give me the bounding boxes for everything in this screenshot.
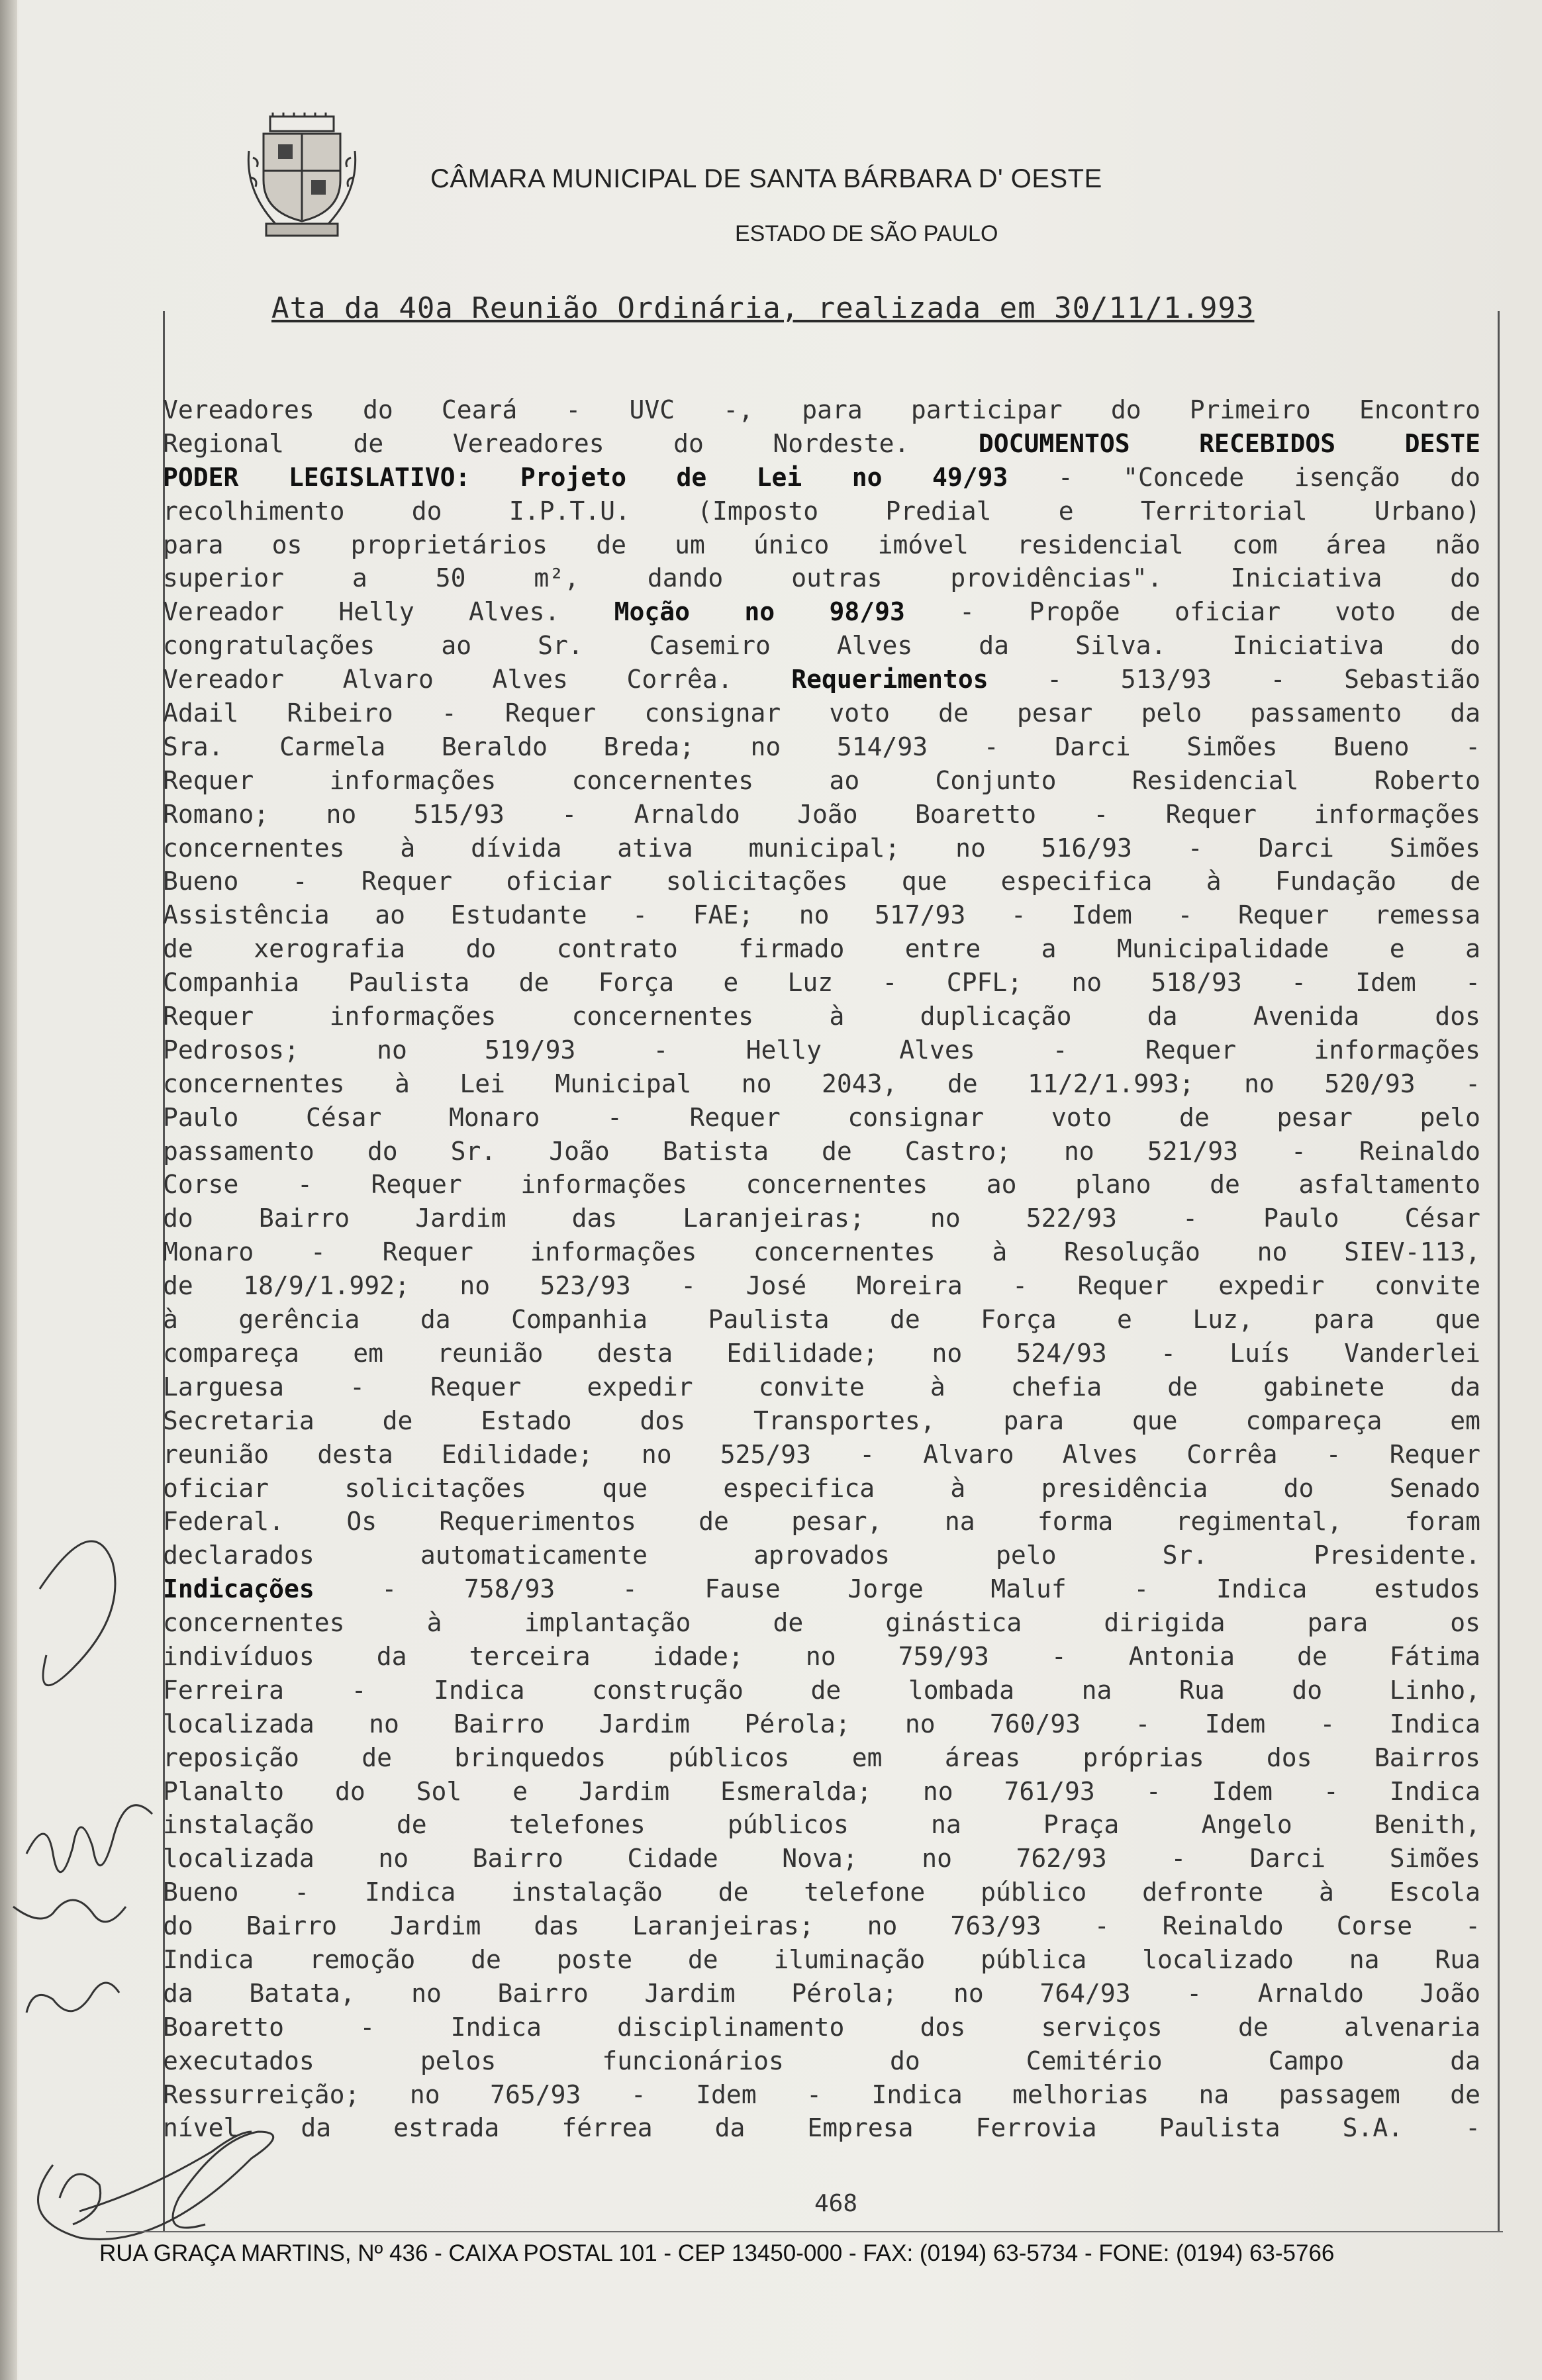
text-segment: congratulações ao Sr. Casemiro Alves da Silva. Iniciativa do: [163, 631, 1480, 661]
text-line: [163, 832, 1480, 865]
handwritten-signatures: [0, 1351, 410, 2277]
institution-name: CÂMARA MUNICIPAL DE SANTA BÁRBARA D' OESTE: [430, 164, 1102, 193]
text-line: [163, 393, 1480, 427]
text-segment: Assistência ao Estudante - FAE; no 517/93 - Idem - Requer remessa: [163, 900, 1480, 930]
text-segment: Vereador Helly Alves.: [163, 597, 614, 627]
text-segment: localizada no Bairro Cidade Nova; no 762/93 - Darci Simões: [163, 1844, 1480, 1874]
text-segment: Monaro - Requer informações concernentes à Resolução no SIEV-113,: [163, 1237, 1480, 1267]
text-line: [163, 966, 1480, 1000]
text-segment: Secretaria de Estado dos Transportes, para que compareça em: [163, 1405, 1480, 1435]
text-line: [163, 1303, 1480, 1337]
text-segment: Corse - Requer informações concernentes ao plano de asfaltamento: [163, 1170, 1480, 1200]
text-segment: compareça em reunião desta Edilidade; no 524/93 - Luís Vanderlei: [163, 1338, 1480, 1368]
text-line: [163, 798, 1480, 832]
text-segment: reunião desta Edilidade; no 525/93 - Alvaro Alves Corrêa - Requer: [163, 1439, 1480, 1469]
text-segment: reposição de brinquedos públicos em áreas próprias dos Bairros: [163, 1742, 1480, 1772]
text-line: [163, 764, 1480, 798]
text-line: [163, 663, 1480, 696]
text-line: [163, 1235, 1480, 1269]
text-segment: da Batata, no Bairro Jardim Pérola; no 764/93 - Arnaldo João: [163, 1978, 1480, 2008]
text-segment: Bueno - Requer oficiar solicitações que especifica à Fundação de: [163, 867, 1480, 896]
text-line: [163, 1000, 1480, 1033]
text-segment: à gerência da Companhia Paulista de Força e Luz, para que: [163, 1305, 1480, 1335]
bold-heading-segment: DOCUMENTOS RECEBIDOS DESTE: [978, 428, 1481, 458]
text-line: [163, 1101, 1480, 1135]
text-segment: Planalto do Sol e Jardim Esmeralda; no 761/93 - Idem - Indica: [163, 1776, 1480, 1806]
text-line: [163, 932, 1480, 966]
text-segment: - "Concede isenção do: [1008, 462, 1480, 492]
text-line: [163, 730, 1480, 764]
text-segment: - 513/93 - Sebastião: [988, 665, 1481, 694]
bold-heading-segment: Indicações: [163, 1574, 314, 1604]
text-segment: Vereador Alvaro Alves Corrêa.: [163, 665, 792, 694]
text-segment: Requer informações concernentes à duplicação da Avenida dos: [163, 1002, 1480, 1031]
footer-rule: [106, 2231, 1503, 2232]
text-segment: concernentes à dívida ativa municipal; no 516/93 - Darci Simões: [163, 833, 1480, 863]
text-segment: Boaretto - Indica disciplinamento dos serviços de alvenaria: [163, 2012, 1480, 2042]
text-segment: indivíduos da terceira idade; no 759/93 - Antonia de Fátima: [163, 1641, 1480, 1671]
minutes-title: Ata da 40a Reunião Ordinária, realizada em 30/11/1.993: [271, 291, 1255, 325]
state-name: ESTADO DE SÃO PAULO: [735, 221, 998, 246]
text-line: [163, 696, 1480, 730]
text-segment: Bueno - Indica instalação de telefone público defronte à Escola: [163, 1878, 1480, 1907]
text-segment: localizada no Bairro Jardim Pérola; no 760/93 - Idem - Indica: [163, 1709, 1480, 1738]
text-line: [163, 865, 1480, 898]
text-segment: para os proprietários de um único imóvel residencial com área não: [163, 530, 1480, 559]
text-segment: nível da estrada férrea da Empresa Ferrovia Paulista S.A. -: [163, 2113, 1480, 2143]
text-segment: Ressurreição; no 765/93 - Idem - Indica melhorias na passagem de: [163, 2079, 1480, 2109]
footer-address: RUA GRAÇA MARTINS, Nº 436 - CAIXA POSTAL 101 - CEP 13450-000 - FAX: (0194) 63-5734 - FONE: (0194) 63-5766: [99, 2240, 1335, 2266]
text-segment: Requer informações concernentes ao Conjunto Residencial Roberto: [163, 765, 1480, 795]
text-segment: instalação de telefones públicos na Praça Angelo Benith,: [163, 1810, 1480, 1840]
text-line: [163, 629, 1480, 663]
text-segment: Regional de Vereadores do Nordeste.: [163, 428, 979, 458]
text-line: [163, 1168, 1480, 1202]
text-segment: Vereadores do Ceará - UVC -, para participar do Primeiro Encontro: [163, 395, 1480, 424]
text-line: [163, 495, 1480, 528]
text-segment: Indica remoção de poste de iluminação pública localizado na Rua: [163, 1944, 1480, 1974]
text-segment: Paulo César Monaro - Requer consignar voto de pesar pelo: [163, 1102, 1480, 1132]
text-segment: Federal. Os Requerimentos de pesar, na forma regimental, foram: [163, 1507, 1480, 1537]
text-line: [163, 427, 1480, 461]
text-line: [163, 595, 1480, 629]
text-line: [163, 1033, 1480, 1067]
text-segment: declarados automaticamente aprovados pelo Sr. Presidente.: [163, 1541, 1480, 1570]
text-segment: Companhia Paulista de Força e Luz - CPFL; no 518/93 - Idem -: [163, 968, 1480, 998]
text-segment: Ferreira - Indica construção de lombada na Rua do Linho,: [163, 1675, 1480, 1705]
municipal-crest-icon: [244, 111, 360, 244]
text-segment: - 758/93 - Fause Jorge Maluf - Indica estudos: [314, 1574, 1480, 1604]
bold-heading-segment: Requerimentos: [791, 665, 988, 694]
text-segment: Larguesa - Requer expedir convite à chefia de gabinete da: [163, 1372, 1480, 1402]
text-line: [163, 561, 1480, 595]
text-segment: do Bairro Jardim das Laranjeiras; no 522/93 - Paulo César: [163, 1204, 1480, 1233]
text-segment: do Bairro Jardim das Laranjeiras; no 763/93 - Reinaldo Corse -: [163, 1911, 1480, 1941]
text-line: [163, 461, 1480, 495]
text-segment: de 18/9/1.992; no 523/93 - José Moreira - Requer expedir convite: [163, 1271, 1480, 1301]
text-segment: concernentes à implantação de ginástica dirigida para os: [163, 1608, 1480, 1638]
text-segment: - Propõe oficiar voto de: [904, 597, 1481, 627]
text-line: [163, 1269, 1480, 1303]
text-segment: Adail Ribeiro - Requer consignar voto de pesar pelo passamento da: [163, 698, 1480, 728]
text-segment: de xerografia do contrato firmado entre a Municipalidade e a: [163, 934, 1480, 964]
bold-heading-segment: Moção no 98/93: [614, 597, 905, 627]
text-segment: oficiar solicitações que especifica à presidência do Senado: [163, 1473, 1480, 1503]
text-line: [163, 1202, 1480, 1235]
right-margin-rule: [1498, 311, 1500, 2231]
text-segment: Pedrosos; no 519/93 - Helly Alves - Requer informações: [163, 1035, 1480, 1065]
text-segment: passamento do Sr. João Batista de Castro; no 521/93 - Reinaldo: [163, 1136, 1480, 1166]
text-segment: Sra. Carmela Beraldo Breda; no 514/93 - Darci Simões Bueno -: [163, 732, 1480, 761]
text-line: [163, 1067, 1480, 1101]
text-line: [163, 1135, 1480, 1168]
text-line: [163, 898, 1480, 932]
text-segment: executados pelos funcionários do Cemitério Campo da: [163, 2046, 1480, 2075]
text-segment: Romano; no 515/93 - Arnaldo João Boaretto - Requer informações: [163, 799, 1480, 829]
page-number: 468: [814, 2190, 858, 2217]
bold-heading-segment: PODER LEGISLATIVO: Projeto de Lei no 49/93: [163, 462, 1008, 492]
text-segment: superior a 50 m², dando outras providências". Iniciativa do: [163, 563, 1480, 593]
text-segment: concernentes à Lei Municipal no 2043, de 11/2/1.993; no 520/93 -: [163, 1069, 1480, 1098]
text-segment: recolhimento do I.P.T.U. (Imposto Predial e Territorial Urbano): [163, 496, 1480, 526]
text-line: [163, 528, 1480, 562]
